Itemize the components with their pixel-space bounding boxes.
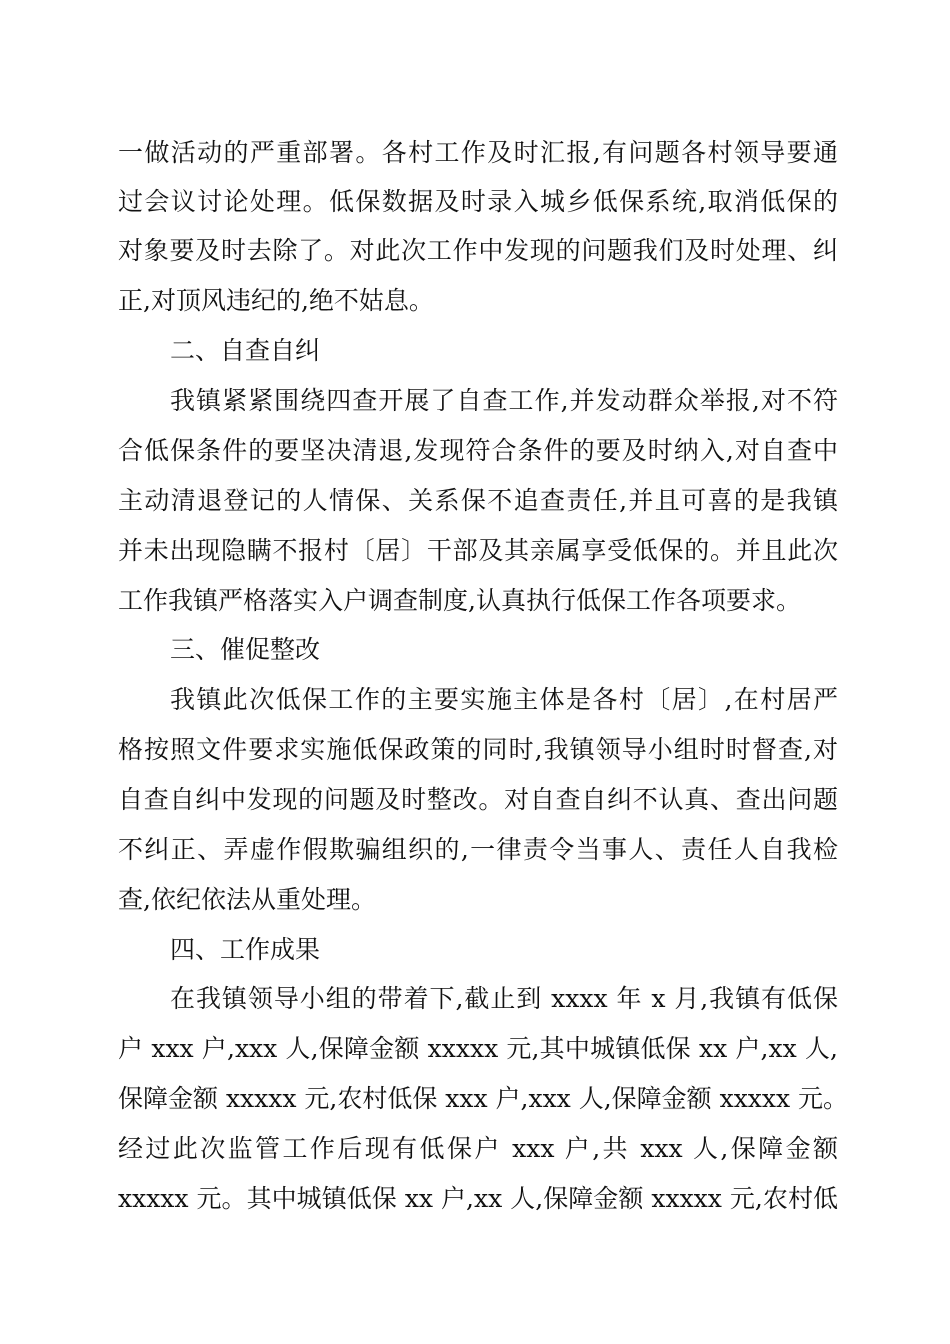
paragraph-line: xxxxx 元。其中城镇低保 xx 户,xx 人,保障金额 xxxxx 元,农村低 [118, 1184, 838, 1213]
paragraph-line: 主动清退登记的人情保、关系保不追查责任,并且可喜的是我镇 [118, 486, 838, 515]
paragraph-line: 查,依纪依法从重处理。 [118, 885, 376, 914]
paragraph-line: 户 xxx 户,xxx 人,保障金额 xxxxx 元,其中城镇低保 xx 户,xx 人, [118, 1034, 838, 1063]
paragraph-line: 格按照文件要求实施低保政策的同时,我镇领导小组时时督查,对 [118, 735, 838, 764]
paragraph-line: 一做活动的严重部署。各村工作及时汇报,有问题各村领导要通 [118, 138, 838, 167]
paragraph-line: 我镇此次低保工作的主要实施主体是各村〔居〕,在村居严 [170, 685, 838, 714]
paragraph-line: 我镇紧紧围绕四查开展了自查工作,并发动群众举报,对不符 [170, 386, 838, 415]
paragraph-line: 在我镇领导小组的带着下,截止到 xxxx 年 x 月,我镇有低保 [170, 984, 838, 1013]
paragraph-line: 并未出现隐瞒不报村〔居〕干部及其亲属享受低保的。并且此次 [118, 536, 838, 565]
paragraph-line: 工作我镇严格落实入户调查制度,认真执行低保工作各项要求。 [118, 586, 801, 615]
paragraph-line: 正,对顶风违纪的,绝不姑息。 [118, 286, 434, 315]
paragraph-line: 过会议讨论处理。低保数据及时录入城乡低保系统,取消低保的 [118, 187, 838, 216]
paragraph-line: 合低保条件的要坚决清退,发现符合条件的要及时纳入,对自查中 [118, 436, 838, 465]
paragraph-line: 经过此次监管工作后现有低保户 xxx 户,共 xxx 人,保障金额 [118, 1134, 838, 1163]
paragraph-line: 不纠正、弄虚作假欺骗组织的,一律责令当事人、责任人自我检 [118, 835, 838, 864]
section-heading: 三、催促整改 [170, 635, 321, 664]
section-heading: 四、工作成果 [170, 935, 321, 964]
paragraph-line: 保障金额 xxxxx 元,农村低保 xxx 户,xxx 人,保障金额 xxxxx 元。 [118, 1084, 849, 1113]
paragraph-line: 对象要及时去除了。对此次工作中发现的问题我们及时处理、纠 [118, 236, 838, 265]
paragraph-line: 自查自纠中发现的问题及时整改。对自查自纠不认真、查出问题 [118, 785, 838, 814]
section-heading: 二、自查自纠 [170, 336, 321, 365]
